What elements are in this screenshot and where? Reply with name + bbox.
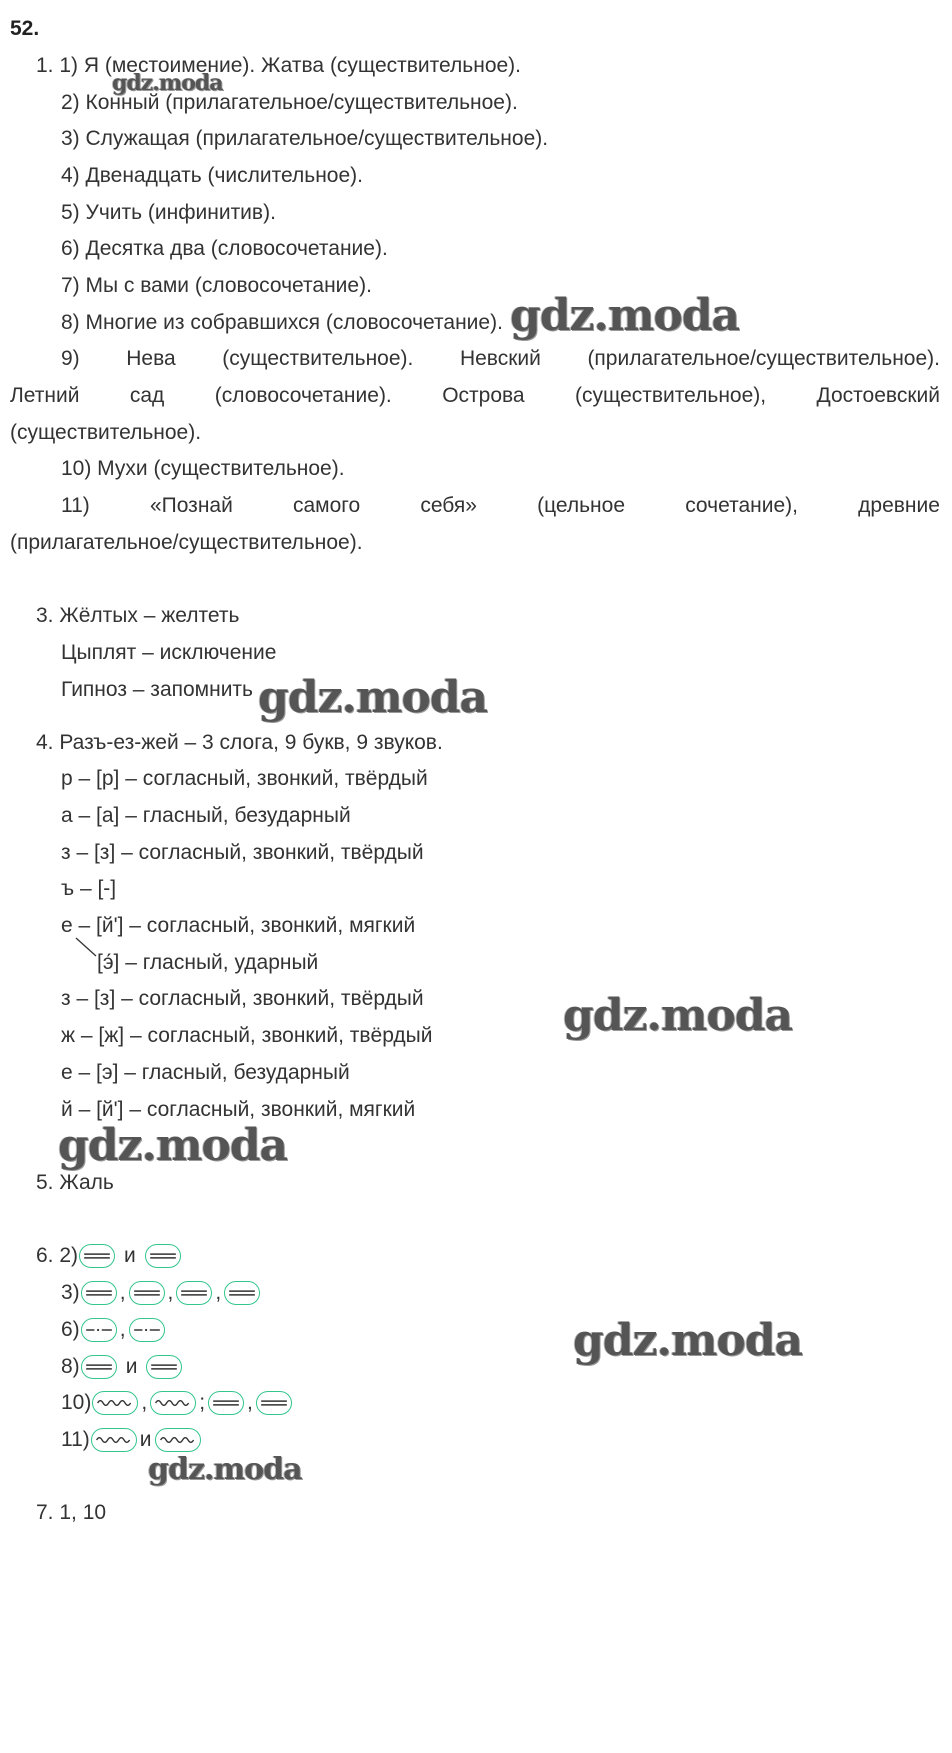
- word: (словосочетание).: [214, 384, 392, 407]
- word: (существительное),: [575, 384, 767, 407]
- word: (цельное: [537, 494, 626, 517]
- semicolon: ;: [199, 1391, 206, 1414]
- answer-1-line-2: 2) Конный (прилагательное/существительное).: [61, 91, 518, 114]
- word: Острова: [442, 384, 525, 407]
- answer-6-row-2: [61, 1280, 261, 1306]
- row-label: 6): [61, 1318, 80, 1341]
- conjunction: и: [125, 1355, 138, 1378]
- answer-4-line-1: 4. Разъ-ез-жей – 3 слога, 9 букв, 9 звуков.: [36, 731, 443, 754]
- word: себя»: [420, 494, 477, 517]
- double-underline-icon: [224, 1281, 260, 1305]
- word: Нева: [126, 347, 176, 370]
- answer-3-line-3: Гипноз – запомнить: [61, 678, 253, 701]
- answer-1-line-3: 3) Служащая (прилагательное/существительное).: [61, 127, 549, 150]
- answer-6-row-1: [36, 1243, 182, 1269]
- double-underline-icon: [208, 1391, 244, 1415]
- answer-1-line-11a: [10, 493, 940, 519]
- wavy-underline-icon: [150, 1391, 196, 1415]
- answer-1-line-8: 8) Многие из собравшихся (словосочетание).: [61, 311, 503, 334]
- answer-6-row-4: [61, 1354, 183, 1380]
- answer-7-line-1: 7. 1, 10: [36, 1501, 107, 1524]
- comma: ,: [119, 1318, 126, 1341]
- double-underline-icon: [145, 1244, 181, 1268]
- row-label: 8): [61, 1355, 80, 1378]
- answer-4-line-10: е – [э] – гласный, безударный: [61, 1061, 350, 1084]
- word: Летний: [10, 384, 80, 407]
- comma: ,: [141, 1391, 148, 1414]
- row-label: 10): [61, 1391, 92, 1414]
- watermark: gdz.moda: [148, 1452, 302, 1487]
- answer-5-line-1: 5. Жаль: [36, 1171, 114, 1194]
- conjunction: и: [124, 1244, 136, 1267]
- wavy-underline-icon: [92, 1391, 138, 1415]
- answer-4-line-7: [э́] – гласный, ударный: [97, 951, 319, 974]
- answer-3-line-1: 3. Жёлтых – желтеть: [36, 604, 240, 627]
- answer-1-line-11b: (прилагательное/существительное).: [10, 531, 363, 554]
- double-underline-icon: [81, 1281, 117, 1305]
- answer-1-line-9c: (существительное).: [10, 421, 202, 444]
- watermark: gdz.moda: [563, 990, 793, 1041]
- answer-4-line-8: з – [з] – согласный, звонкий, твёрдый: [61, 987, 424, 1010]
- answer-1-line-6: 6) Десятка два (словосочетание).: [61, 237, 388, 260]
- word: сад: [129, 384, 165, 407]
- watermark: gdz.moda: [258, 672, 488, 723]
- wavy-underline-icon: [91, 1428, 137, 1452]
- double-underline-icon: [256, 1391, 292, 1415]
- watermark: gdz.moda: [510, 290, 740, 341]
- answer-1-line-9b: [10, 383, 940, 409]
- row-label: 3): [61, 1281, 80, 1304]
- double-underline-icon: [79, 1244, 115, 1268]
- word: сочетание),: [685, 494, 798, 517]
- answer-6-row-5: [61, 1390, 293, 1416]
- comma: ,: [215, 1281, 222, 1304]
- answer-3-line-2: Цыплят – исключение: [61, 641, 277, 664]
- answer-1-line-5: 5) Учить (инфинитив).: [61, 201, 276, 224]
- answer-4-line-2: р – [р] – согласный, звонкий, твёрдый: [61, 767, 428, 790]
- watermark: gdz.moda: [58, 1120, 288, 1171]
- answer-4-line-4: з – [з] – согласный, звонкий, твёрдый: [61, 841, 424, 864]
- word: самого: [293, 494, 361, 517]
- double-underline-icon: [176, 1281, 212, 1305]
- dash-dot-underline-icon: [81, 1318, 117, 1342]
- comma: ,: [247, 1391, 253, 1414]
- answer-6-row-3: [61, 1317, 166, 1343]
- word: «Познай: [149, 494, 233, 517]
- answer-1-line-7: 7) Мы с вами (словосочетание).: [61, 274, 372, 297]
- word: Достоевский: [816, 384, 940, 407]
- comma: ,: [167, 1281, 174, 1304]
- answer-4-line-9: ж – [ж] – согласный, звонкий, твёрдый: [61, 1024, 433, 1047]
- task-number: 52.: [10, 17, 40, 40]
- row-label: 6. 2): [36, 1244, 79, 1267]
- answer-1-line-9a: [10, 346, 940, 372]
- answer-4-line-6: е – [й'] – согласный, звонкий, мягкий: [61, 914, 416, 937]
- wavy-underline-icon: [155, 1428, 201, 1452]
- double-underline-icon: [129, 1281, 165, 1305]
- watermark: gdz.moda: [112, 70, 223, 96]
- answer-4-line-5: ъ – [-]: [61, 877, 117, 900]
- answer-4-line-11: й – [й'] – согласный, звонкий, мягкий: [61, 1098, 416, 1121]
- dash-dot-underline-icon: [129, 1318, 165, 1342]
- word: 11): [61, 494, 90, 517]
- answer-1-line-10: 10) Мухи (существительное).: [61, 457, 345, 480]
- conjunction: и: [139, 1428, 152, 1451]
- word: древние: [858, 494, 940, 517]
- comma: ,: [119, 1281, 126, 1304]
- word: 9): [61, 347, 80, 370]
- answer-1-line-1: 1. 1) Я (местоимение). Жатва (существительное).: [36, 54, 521, 77]
- answer-6-row-6: [61, 1427, 202, 1453]
- double-underline-icon: [146, 1355, 182, 1379]
- word: Невский: [459, 347, 541, 370]
- word: (существительное).: [222, 347, 414, 370]
- double-underline-icon: [81, 1355, 117, 1379]
- answer-1-line-4: 4) Двенадцать (числительное).: [61, 164, 363, 187]
- row-label: 11): [61, 1428, 90, 1451]
- answer-4-line-3: а – [а] – гласный, безударный: [61, 804, 351, 827]
- word: (прилагательное/существительное).: [587, 347, 940, 370]
- watermark: gdz.moda: [573, 1315, 803, 1366]
